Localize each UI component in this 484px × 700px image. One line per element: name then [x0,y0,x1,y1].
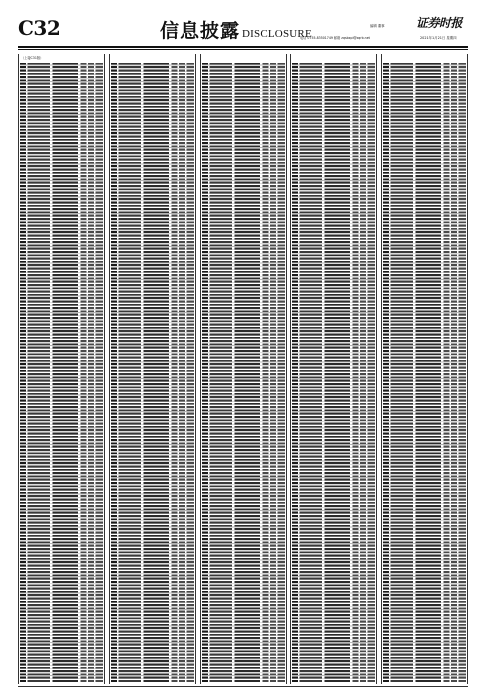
table-rows [383,62,466,682]
table-rows [111,62,194,682]
table-column-2 [109,54,196,684]
contact-line: 电话 0755-83501749 邮箱 zqsbxpl@zqrb.net [300,36,370,40]
newspaper-logo: 证券时报 [415,16,462,30]
masthead-rule-thin [18,49,468,50]
table-rows [20,62,103,682]
table-column-3 [200,54,287,684]
table-column-4 [290,54,377,684]
page-number: C32 [18,16,61,40]
date-line: 2021年1月21日 星期四 [420,36,457,40]
section-subtitle: DISCLOSURE [242,28,312,40]
section-title [160,16,312,43]
disclosure-table-area [18,54,468,684]
masthead-rule [18,46,468,48]
masthead [18,14,468,44]
section-title-cn: 信息披露 [160,20,241,42]
continued-label: （上接C31版） [21,56,44,60]
table-column-1 [18,54,105,684]
editor-line: 编辑 董事 [370,24,385,28]
footer-rule [18,686,468,687]
table-rows [292,62,375,682]
table-rows [202,62,285,682]
table-column-5 [381,54,468,684]
